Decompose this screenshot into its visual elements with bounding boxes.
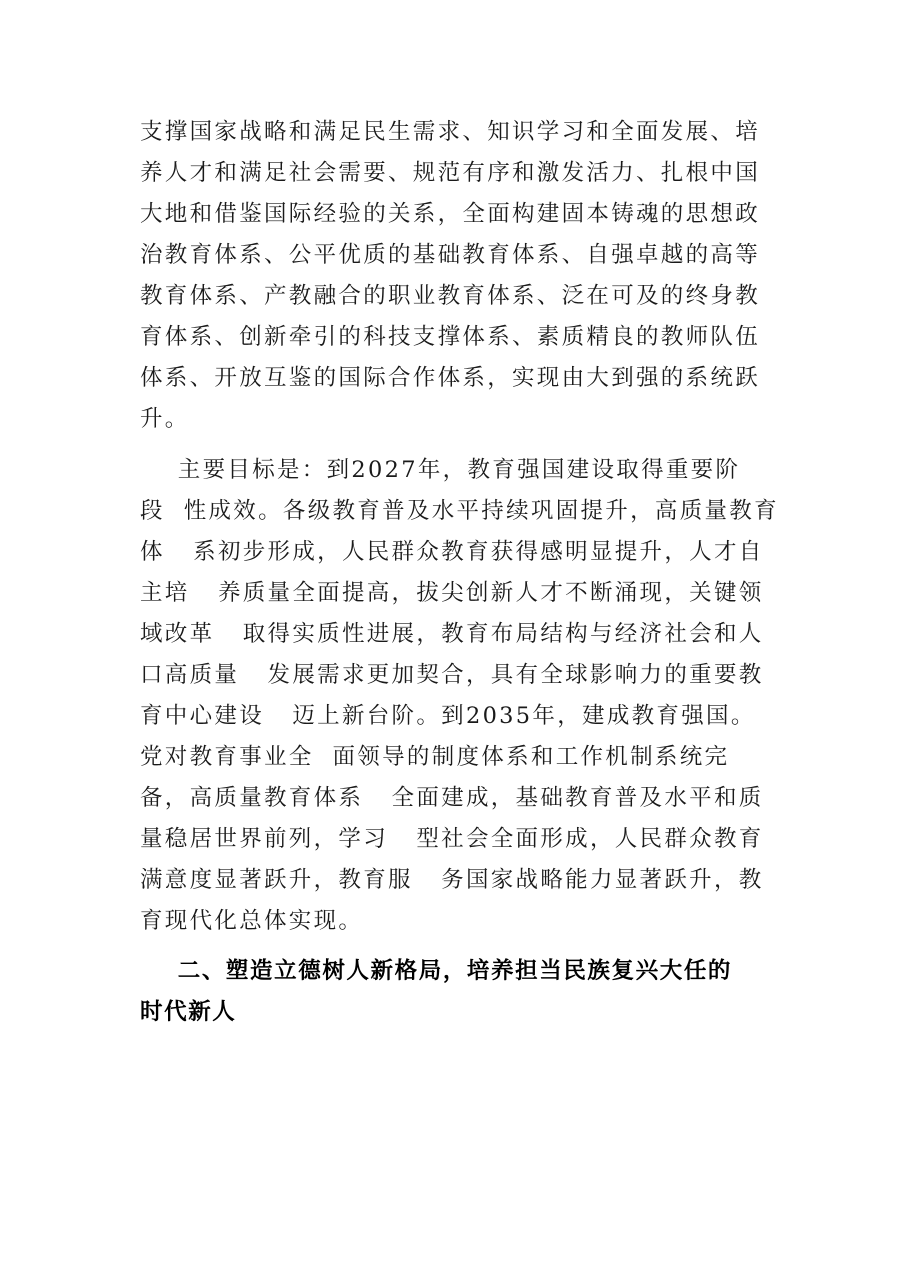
text-line: 主培 养质量全面提高，拔尖创新人才不断涌现，关键领: [140, 580, 764, 606]
text-line: 支撑国家战略和满足民生需求、知识学习和全面发展、培: [140, 119, 761, 145]
text-line: 域改革 取得实质性进展，教育布局结构与经济社会和人: [140, 621, 764, 647]
text-line: 养人才和满足社会需要、规范有序和激发活力、扎根中国: [140, 160, 761, 186]
text-line: 升。: [140, 406, 190, 432]
text-line: 口高质量 发展需求更加契合，具有全球影响力的重要教: [140, 662, 764, 688]
text-line: 体系、开放互鉴的国际合作体系，实现由大到强的系统跃: [140, 365, 761, 391]
text-line: 党对教育事业全 面领导的制度体系和工作机制系统完: [140, 744, 730, 770]
text-line: 育现代化总体实现。: [140, 908, 364, 934]
text-line: 满意度显著跃升，教育服 务国家战略能力显著跃升，教: [140, 867, 764, 893]
text-line: 教育体系、产教融合的职业教育体系、泛在可及的终身教: [140, 283, 761, 309]
text-line: 量稳居世界前列，学习 型社会全面形成，人民群众教育: [140, 826, 764, 852]
text-line: 主要目标是：到2027年，教育强国建设取得重要阶: [140, 457, 741, 483]
heading-line: 时代新人: [140, 999, 237, 1025]
heading-line: 二、塑造立德树人新格局，培养担当民族复兴大任的: [140, 958, 733, 984]
text-line: 育体系、创新牵引的科技支撑体系、素质精良的教师队伍: [140, 324, 761, 350]
text-line: 大地和借鉴国际经验的关系，全面构建固本铸魂的思想政: [140, 201, 761, 227]
text-line: 育中心建设 迈上新台阶。到2035年，建成教育强国。: [140, 703, 756, 729]
text-line: 段 性成效。各级教育普及水平持续巩固提升，高质量教育: [140, 498, 779, 524]
text-line: 备，高质量教育体系 全面建成，基础教育普及水平和质: [140, 785, 764, 811]
text-line: 体 系初步形成，人民群众教育获得感明显提升，人才自: [140, 539, 764, 565]
text-line: 治教育体系、公平优质的基础教育体系、自强卓越的高等: [140, 242, 761, 268]
